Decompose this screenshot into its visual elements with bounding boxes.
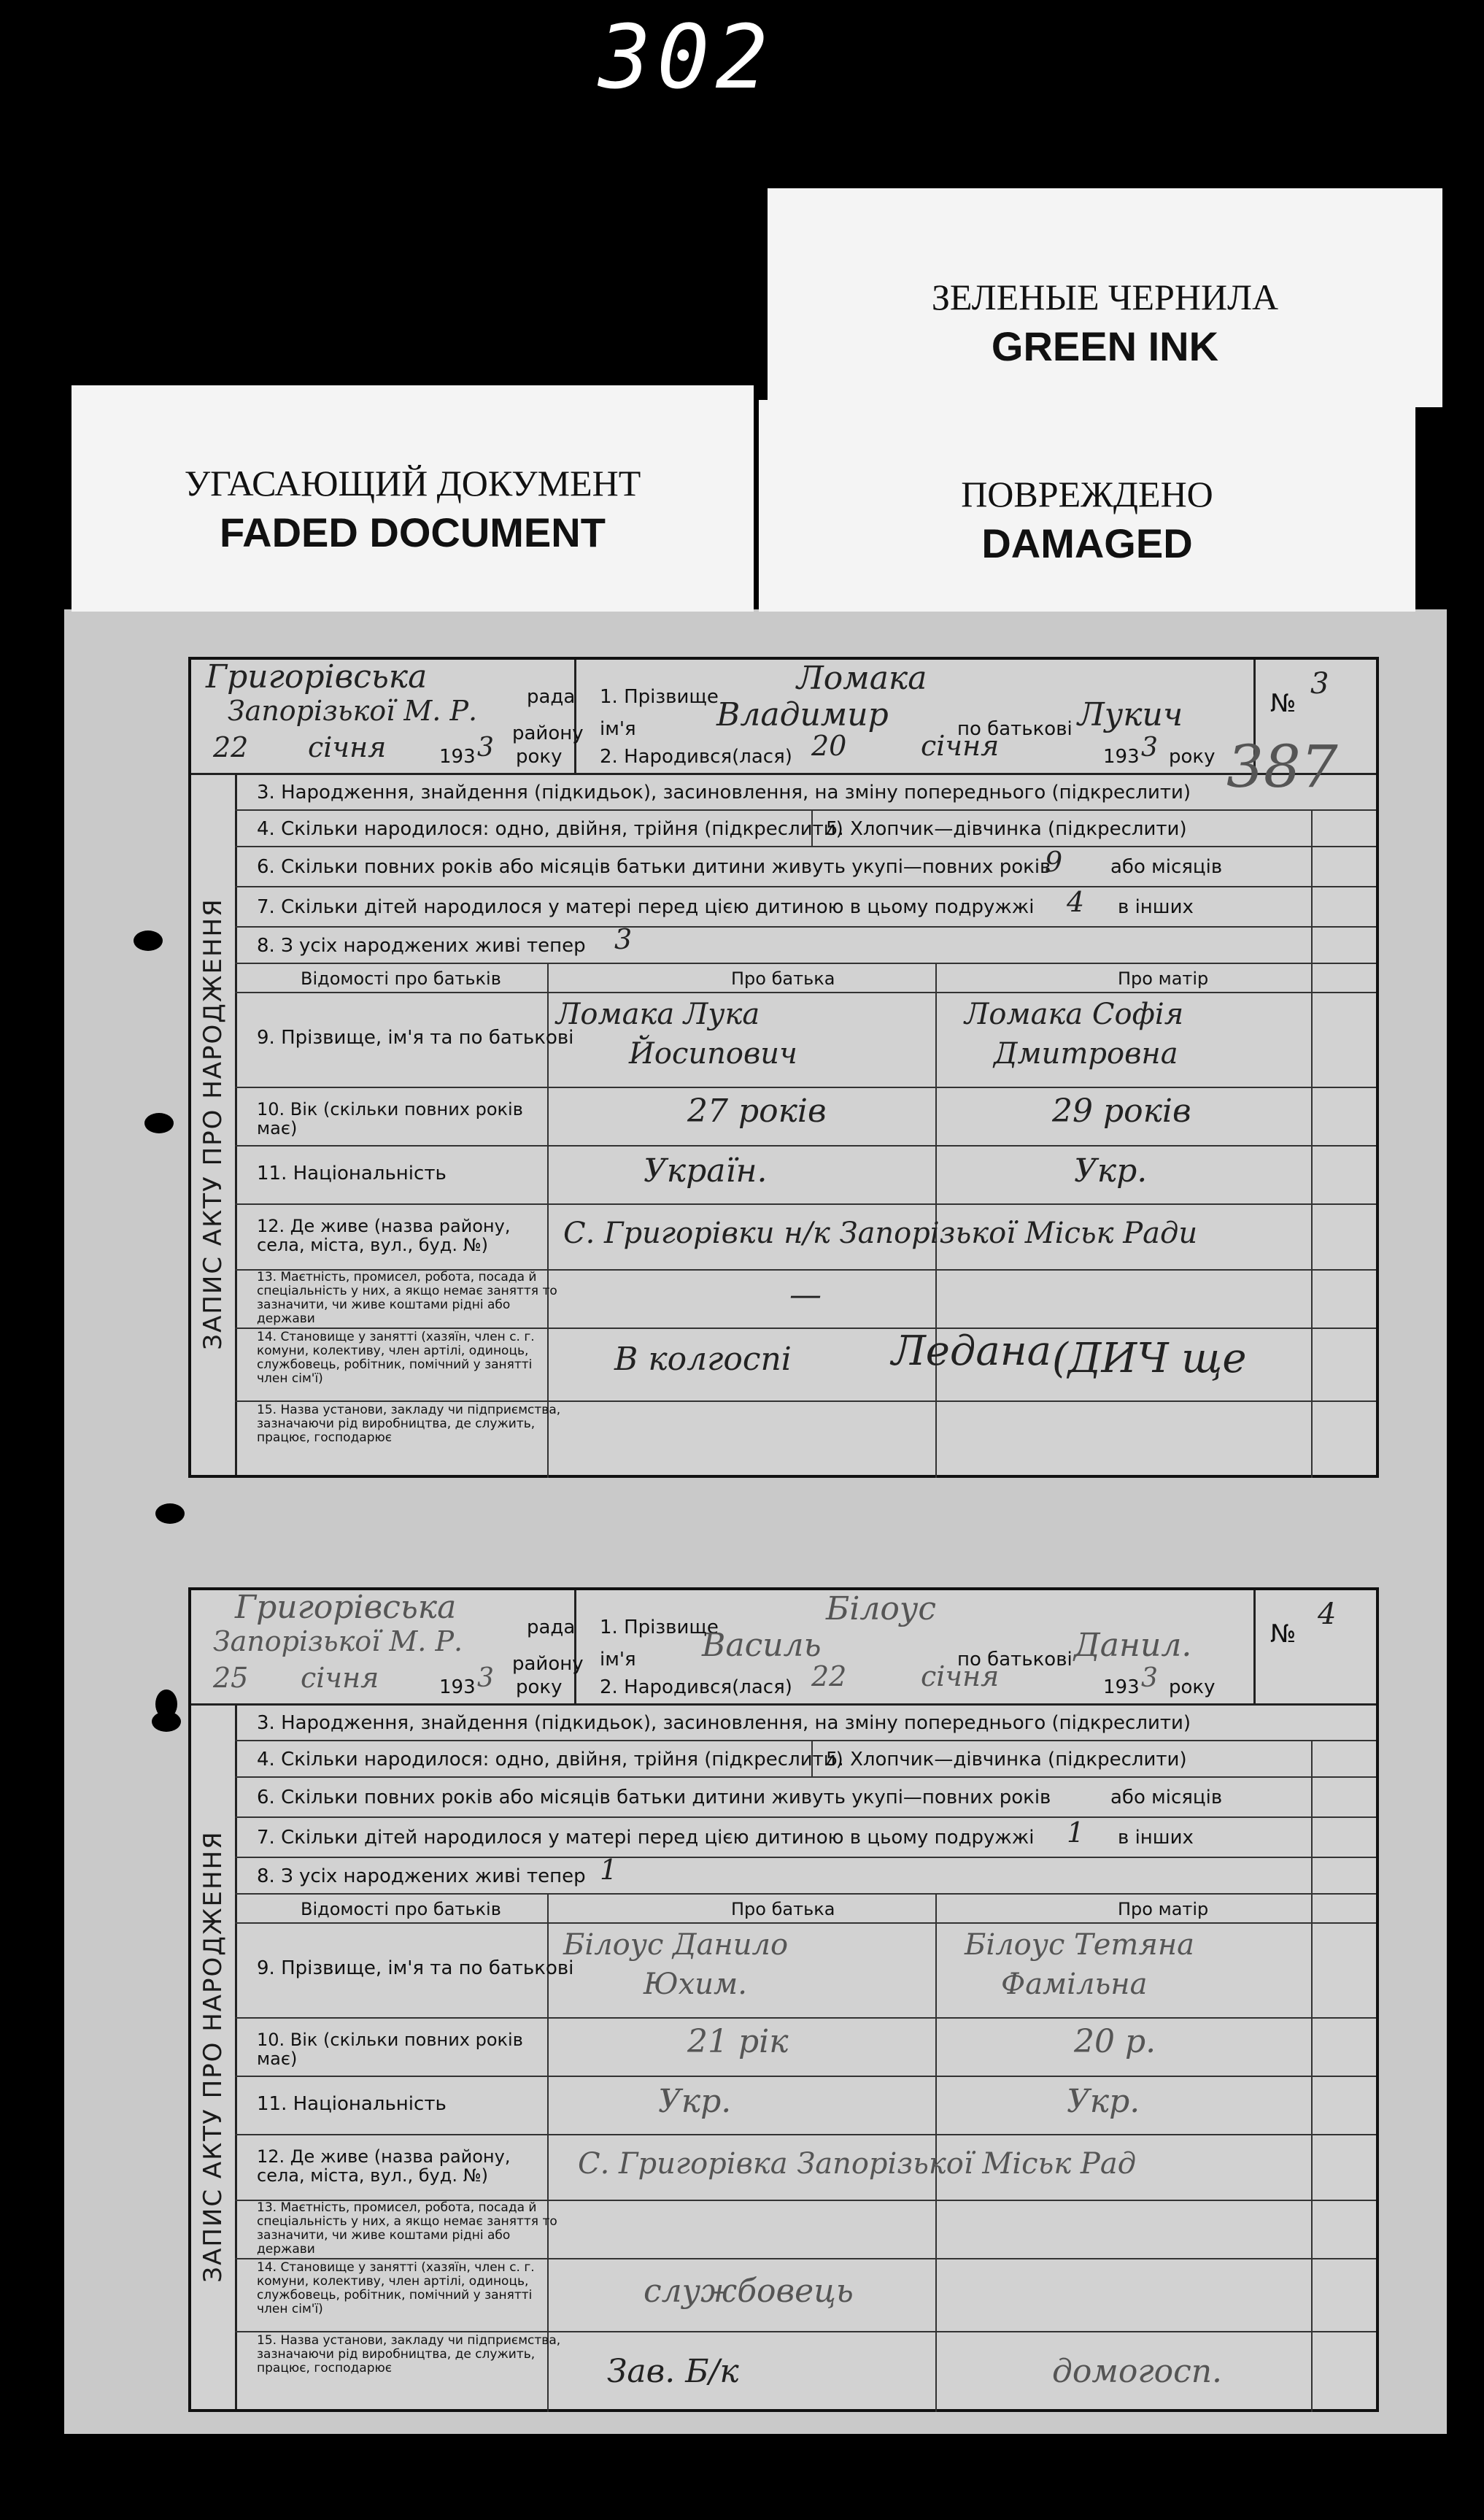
surname: Білоус — [826, 1590, 937, 1627]
council: Григорівська — [235, 1589, 457, 1626]
roku-label: року — [516, 746, 563, 768]
row-9: 9. Прізвище, ім'я та по батькові Білоус Данило Юхим. Білоус Тетяна Фамільна — [235, 1922, 1376, 2019]
mother-age: 29 років — [1052, 1093, 1191, 1130]
mother-age: 20 р. — [1074, 2023, 1156, 2060]
row-7: 7. Скільки дітей народилося у матері перед цією дитиною в цьому подружжі 1 в інших — [235, 1816, 1376, 1858]
birth-day: 20 — [811, 730, 847, 762]
parents-header: Відомості про батьків Про батька Про матір — [235, 1893, 1376, 1924]
rada-label: рада — [527, 1617, 576, 1638]
occupation-15: Зав. Б/к — [607, 2353, 739, 2390]
rayonu-label: району — [512, 723, 584, 744]
frame-number: 302 — [598, 7, 774, 109]
born-label: 2. Народився(лася) — [600, 746, 792, 768]
number-label: № — [1270, 689, 1296, 718]
birth-year-prefix: 193 — [1103, 1676, 1140, 1698]
row-15: 15. Назва установи, закладу чи підприємства, зазначаючи рід виробництва, де служить, працює, господарює — [257, 1403, 561, 1445]
born-label: 2. Народився(лася) — [600, 1676, 792, 1698]
residence: С. Григорівки н/к Запорізької Міськ Ради — [563, 1217, 1198, 1250]
row-6: 6. Скільки повних років або місяців батьки дитини живуть укупі—повних років 9 або місяців — [235, 846, 1376, 887]
roku-label: року — [516, 1676, 563, 1698]
rada-label: рада — [527, 686, 576, 708]
occupation-13: — — [789, 1276, 822, 1314]
row-3: 3. Народження, знайдення (підкидьок), засиновлення, на зміну попереднього (підкреслити) — [235, 1703, 1376, 1741]
district: Запорізької М. Р. — [228, 695, 478, 727]
faded-en: FADED DOCUMENT — [220, 509, 606, 555]
father-age: 21 рік — [687, 2023, 789, 2060]
given-name: Василь — [702, 1627, 822, 1664]
year-prefix: 193 — [439, 746, 476, 768]
date-month: січня — [308, 731, 387, 763]
date-day: 25 — [213, 1662, 249, 1694]
birth-month: січня — [921, 1660, 1000, 1692]
patronymic: Лукич — [1078, 696, 1183, 733]
number-label: № — [1270, 1619, 1296, 1649]
margin-note: 387 — [1226, 733, 1338, 801]
birth-roku: року — [1169, 1676, 1216, 1698]
surname-label: 1. Прізвище — [600, 686, 719, 708]
record-number: 4 — [1318, 1598, 1337, 1631]
birth-year-digit: 3 — [1141, 1663, 1158, 1693]
patronymic-label: по батькові — [957, 1649, 1073, 1671]
row-13: 13. Маєтність, промисел, робота, посада й спеціальність у них, а якщо немає заняття то зазначити, чи живе коштами рідні або держави — — [235, 1269, 1376, 1329]
occupation-14: В колгоспі — [614, 1341, 792, 1378]
alive-now: 3 — [614, 923, 633, 955]
row-13: 13. Маєтність, промисел, робота, посада й спеціальність у них, а якщо немає заняття то зазначити, чи живе коштами рідні або держави — [235, 2200, 1376, 2259]
note-14: Ледана — [892, 1328, 1052, 1375]
mother-name-1: Білоус Тетяна — [965, 1928, 1195, 1962]
row-14: 14. Становище у занятті (хазяїн, член с. г. комуни, колективу, член артілі, одиноць, службовець, робітник, помічний у занятті член сім'ї) В колгоспі Ледана (ДИЧ ще — [235, 1328, 1376, 1402]
damaged-ru: ПОВРЕЖДЕНО — [961, 474, 1213, 515]
row-6: 6. Скільки повних років або місяців батьки дитини живуть укупі—повних років або місяців — [235, 1776, 1376, 1818]
green-ink-ru: ЗЕЛЕНЫЕ ЧЕРНИЛА — [931, 277, 1279, 317]
name-label: ім'я — [600, 718, 636, 740]
patronymic-label: по батькові — [957, 718, 1073, 740]
date-month: січня — [301, 1662, 379, 1694]
alive-now: 1 — [600, 1854, 618, 1886]
green-ink-label — [768, 188, 1442, 407]
year-prefix: 193 — [439, 1676, 476, 1698]
years-together: 9 — [1045, 846, 1063, 878]
residence: С. Григорівка Запорізької Міськ Рад — [578, 2147, 1137, 2181]
name-label: ім'я — [600, 1649, 636, 1671]
row-11: 11. Національність Україн. Укр. — [235, 1145, 1376, 1205]
rayonu-label: району — [512, 1653, 584, 1675]
father-nationality: Україн. — [644, 1152, 768, 1190]
occupation-14: службовець — [644, 2273, 854, 2310]
council: Григорівська — [206, 658, 428, 695]
punch-hole — [155, 1503, 185, 1524]
row-7: 7. Скільки дітей народилося у матері перед цією дитиною в цьому подружжі 4 в інших — [235, 886, 1376, 928]
date-day: 22 — [213, 731, 249, 763]
father-name-2: Йосипович — [629, 1037, 797, 1071]
faded-ru: УГАСАЮЩИЙ ДОКУМЕНТ — [184, 463, 641, 504]
side-title: ЗАПИС АКТУ ПРО НАРОДЖЕННЯ — [191, 1703, 237, 2409]
children-before: 4 — [1067, 886, 1085, 918]
row-11: 11. Національність Укр. Укр. — [235, 2076, 1376, 2135]
row-4-5: 4. Скільки народилося: одно, двійня, трійня (підкреслити) 5. Хлопчик—дівчинка (підкреслити) — [235, 809, 1376, 847]
green-ink-en: GREEN INK — [991, 323, 1219, 369]
children-before: 1 — [1067, 1816, 1085, 1849]
given-name: Владимир — [716, 696, 889, 733]
mother-name-2: Дмитровна — [994, 1037, 1178, 1071]
note-15: (ДИЧ ще — [1052, 1335, 1247, 1382]
birth-year-prefix: 193 — [1103, 746, 1140, 768]
birth-day: 22 — [811, 1660, 847, 1692]
row-12: 12. Де живе (назва району, села, міста, вул., буд. №) С. Григорівки н/к Запорізької Міськ Ради — [235, 1203, 1376, 1271]
patronymic: Данил. — [1074, 1627, 1192, 1664]
surname: Ломака — [797, 660, 927, 697]
row-10: 10. Вік (скільки повних років має) 21 рік 20 р. — [235, 2017, 1376, 2077]
birth-year-digit: 3 — [1141, 733, 1158, 763]
mother-nationality: Укр. — [1067, 2083, 1140, 2120]
mother-name-1: Ломака Софія — [965, 998, 1184, 1031]
birth-month: січня — [921, 730, 1000, 762]
row-3: 3. Народження, знайдення (підкидьок), засиновлення, на зміну попереднього (підкреслити) — [235, 773, 1376, 811]
row-9: 9. Прізвище, ім'я та по батькові Ломака Лука Йосипович Ломака Софія Дмитровна — [235, 992, 1376, 1088]
note-15: домогосп. — [1052, 2353, 1223, 2390]
side-title: ЗАПИС АКТУ ПРО НАРОДЖЕННЯ — [191, 773, 237, 1475]
row-8: 8. З усіх народжених живі тепер 3 — [235, 926, 1376, 964]
year-digit: 3 — [477, 733, 494, 763]
father-name-1: Білоус Данило — [563, 1928, 789, 1962]
surname-label: 1. Прізвище — [600, 1617, 719, 1638]
row-15: 15. Назва установи, закладу чи підприємства, зазначаючи рід виробництва, де служить, працює, господарює Зав. Б/к домогосп. — [257, 2333, 1223, 2390]
birth-record-1 — [188, 657, 1379, 1478]
punch-hole — [134, 930, 163, 951]
punch-hole — [155, 1689, 177, 1719]
district: Запорізької М. Р. — [213, 1625, 463, 1657]
row-12: 12. Де живе (назва району, села, міста, вул., буд. №) С. Григорівка Запорізької Міськ Рад — [235, 2134, 1376, 2201]
father-name-1: Ломака Лука — [556, 998, 760, 1031]
father-name-2: Юхим. — [644, 1968, 747, 2001]
year-digit: 3 — [477, 1663, 494, 1693]
damaged-en: DAMAGED — [981, 520, 1193, 566]
father-age: 27 років — [687, 1093, 827, 1130]
parents-header: Відомості про батьків Про батька Про матір — [235, 963, 1376, 993]
damaged-label — [759, 400, 1415, 612]
row-14: 14. Становище у занятті (хазяїн, член с. г. комуни, колективу, член артілі, одиноць, службовець, робітник, помічний у занятті член сім'ї) службовець — [235, 2258, 1376, 2332]
punch-hole — [144, 1113, 174, 1133]
birth-roku: року — [1169, 746, 1216, 768]
birth-record-2 — [188, 1587, 1379, 2412]
row-8: 8. З усіх народжених живі тепер 1 — [235, 1857, 1376, 1895]
mother-nationality: Укр. — [1074, 1152, 1148, 1190]
record-number: 3 — [1310, 667, 1329, 701]
row-4-5: 4. Скільки народилося: одно, двійня, трійня (підкреслити) 5. Хлопчик—дівчинка (підкреслити) — [235, 1740, 1376, 1778]
father-nationality: Укр. — [658, 2083, 732, 2120]
row-10: 10. Вік (скільки повних років має) 27 років 29 років — [235, 1087, 1376, 1147]
faded-document-label — [72, 385, 754, 612]
mother-name-2: Фамільна — [1001, 1968, 1148, 2001]
